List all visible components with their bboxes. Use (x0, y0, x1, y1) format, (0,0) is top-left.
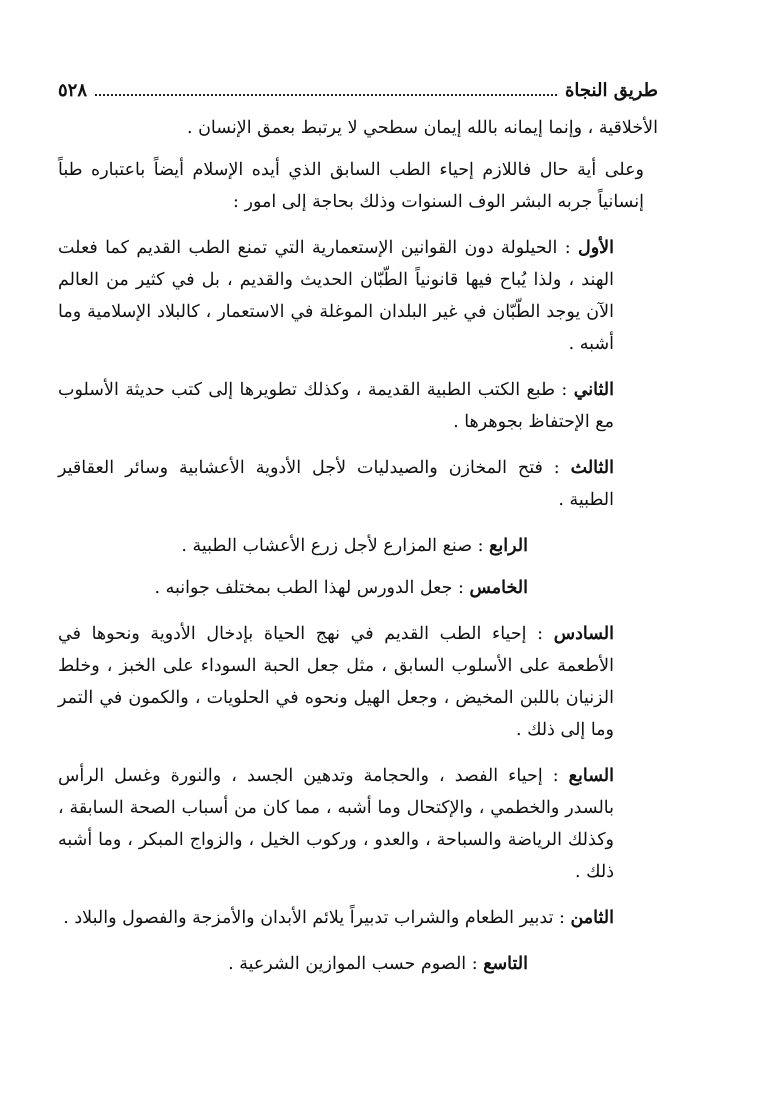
page-number: ٥٢٨ (58, 80, 88, 101)
item-term: التاسع (483, 954, 528, 974)
item-second (58, 374, 658, 438)
item-term: الثالث (570, 458, 614, 478)
item-separator: : (557, 238, 578, 258)
item-text: الصوم حسب الموازين الشرعية . (228, 954, 467, 974)
page (58, 78, 658, 980)
item-term: الأول (577, 238, 614, 258)
item-term: السابع (568, 766, 614, 786)
item-text: فتح المخازن والصيدليات لأجل الأدوية الأعشابية وسائر العقاقير الطبية . (58, 458, 614, 510)
intro-line: الأخلاقية ، وإنما إيمانه بالله إيمان سطحي لا يرتبط بعمق الإنسان . (186, 118, 658, 138)
item-separator: : (542, 766, 569, 786)
item-term: الخامس (469, 578, 528, 598)
item-term: الرابع (489, 536, 528, 556)
item-separator: : (452, 578, 470, 598)
item-term: الثامن (570, 908, 614, 928)
item-text: تدبير الطعام والشراب تدبيراً يلائم الأبدان والأمزجة والفصول والبلاد . (63, 908, 554, 928)
item-text: جعل الدورس لهذا الطب بمختلف جوانبه . (154, 578, 453, 598)
item-text: طبع الكتب الطبية القديمة ، وكذلك تطويرها إلى كتب حديثة الأسلوب مع الإحتفاظ بجوهرها . (58, 380, 614, 432)
item-fourth (58, 530, 658, 562)
item-ninth (58, 948, 658, 980)
item-term: السادس (553, 624, 614, 644)
item-separator: : (472, 536, 490, 556)
item-text: إحياء الطب القديم في نهج الحياة بإدخال الأدوية ونحوها في الأطعمة على الأسلوب السابق ، مثل جعل الحبة السوداء على الخبز ، وخلط الزنيان باللبن المخيض ، وجعل الهيل ونحوه في الحلويات ، والكمون في التمر وما إلى ذلك . (58, 624, 614, 740)
item-seventh (58, 760, 658, 888)
page-header (58, 78, 658, 112)
item-first (58, 232, 658, 360)
item-separator: : (542, 458, 571, 478)
item-eighth (58, 902, 658, 934)
item-text: إحياء الفصد ، والحجامة وتدهين الجسد ، والنورة وغسل الرأس بالسدر والخطمي ، والإكتحال وما أشبه ، مما كان من أسباب الصحة السابقة ، وكذلك الرياضة والسباحة ، والعدو ، وركوب الخيل ، والزواج المبكر ، وما أشبه ذلك . (58, 766, 614, 882)
item-term: الثاني (573, 380, 614, 400)
item-fifth (58, 572, 658, 604)
leader-dots (95, 80, 557, 96)
item-sixth (58, 618, 658, 746)
item-separator: : (526, 624, 554, 644)
item-separator: : (553, 908, 571, 928)
item-separator: : (466, 954, 484, 974)
item-text: صنع المزارع لأجل زرع الأعشاب الطبية . (181, 536, 473, 556)
running-title: طريق النجاة (565, 80, 658, 101)
item-third (58, 452, 658, 516)
item-separator: : (555, 380, 574, 400)
item-text: الحيلولة دون القوانين الإستعمارية التي تمنع الطب القديم كما فعلت الهند ، ولذا يُباح فيها قانونياً الطّبّان الحديث والقديم ، بل في كثير من العالم الآن يوجد الطّبّان في غير البلدان الموغلة في الاستعمار ، كالبلاد الإسلامية وما أشبه . (58, 238, 614, 354)
intro-paragraph: وعلى أية حال فاللازم إحياء الطب السابق الذي أيده الإسلام أيضاً باعتباره طباً إنسانياً جربه البشر الوف السنوات وذلك بحاجة إلى امور : (58, 160, 644, 212)
